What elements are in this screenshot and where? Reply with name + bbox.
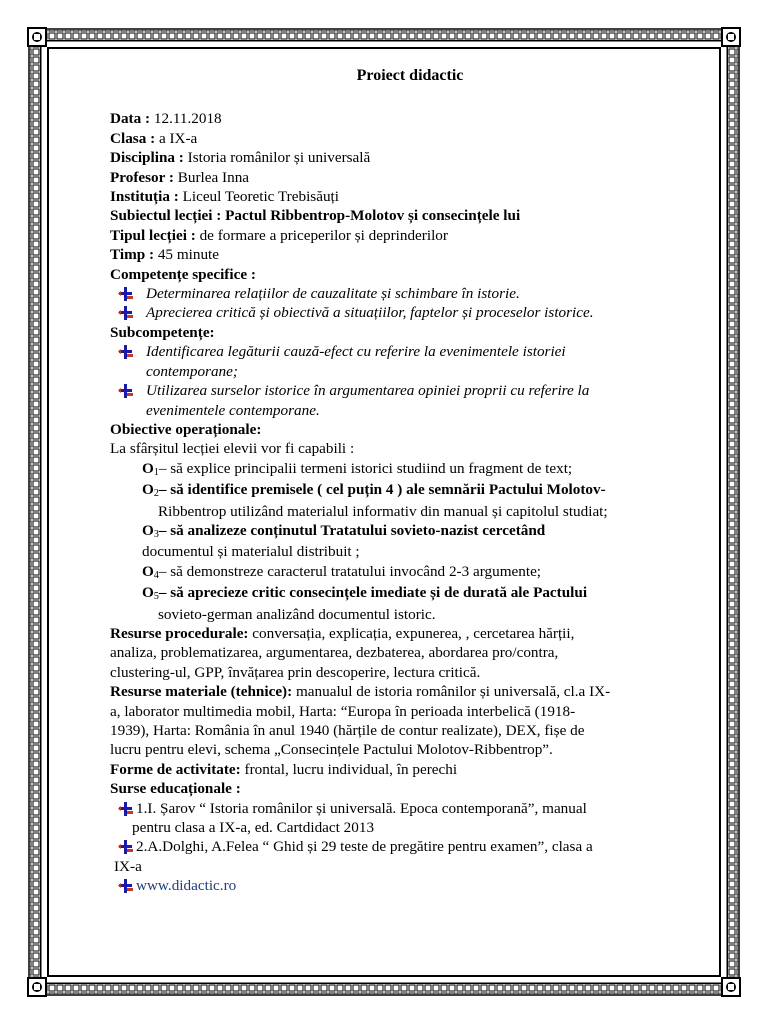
- resurse-materiale: [110, 682, 710, 760]
- obiective-heading: Obiective operaționale:: [110, 420, 262, 438]
- field-value: de formare a priceperilor și deprinderilor: [199, 226, 448, 244]
- field-label: Data :: [110, 110, 151, 128]
- plus-arrow-bullet-icon: [118, 345, 134, 364]
- objective-number: 3: [153, 528, 159, 540]
- competente-heading: Competențe specifice :: [110, 265, 256, 283]
- document-title: Proiect didactic: [356, 67, 464, 84]
- ornamental-corner-icon: [722, 978, 740, 996]
- subcompetente-item: [110, 342, 710, 381]
- text-line: analiza, problematizarea, argumentarea, dezbaterea, abordarea pro/contra,: [110, 644, 559, 662]
- section-label: Resurse procedurale:: [110, 624, 249, 642]
- objective-text: – să analizeze conținutul Tratatului sovieto-nazist cercetând: [158, 521, 546, 539]
- objective-line: [110, 502, 710, 521]
- objective-label: O: [142, 562, 154, 580]
- objective-text: – să identifice premisele ( cel puțin 4 ) ale semnării Pactului Molotov-: [158, 481, 606, 499]
- list-item-text: Utilizarea surselor istorice în argumentarea opiniei proprii cu referire la: [146, 382, 590, 400]
- field-timp: [110, 245, 710, 264]
- objective-item: [110, 459, 710, 480]
- objective-text: – să explice principalii termeni istorici studiind un fragment de text;: [158, 459, 573, 477]
- objective-line: [110, 459, 710, 480]
- field-data: [110, 109, 710, 128]
- field-value: a IX-a: [158, 129, 198, 147]
- text-line: lucru pentru elevi, schema „Consecințele Pactului Molotov-Ribbentrop”.: [110, 741, 553, 759]
- ornamental-corner-icon: [28, 28, 46, 46]
- objective-item: [110, 583, 710, 624]
- field-label: Profesor :: [110, 168, 174, 186]
- objective-line: [110, 562, 710, 583]
- text-line: a, laborator multimedia mobil, Harta: “Europa în perioada interbelică (1918-: [110, 702, 576, 720]
- objective-line: [110, 583, 710, 604]
- list-item-text: contemporane;: [146, 362, 238, 380]
- subcompetente-item: [110, 381, 710, 420]
- field-label: Clasa :: [110, 129, 156, 147]
- field-label: Tipul lecției :: [110, 226, 196, 244]
- field-value: 12.11.2018: [153, 110, 222, 128]
- objective-number: 2: [153, 488, 159, 500]
- surse-list: [110, 799, 710, 877]
- plus-arrow-bullet-icon: [118, 384, 134, 403]
- ornamental-corner-icon: [722, 28, 740, 46]
- field-label: Instituția :: [110, 188, 179, 206]
- objective-line: [110, 480, 710, 501]
- objective-number: 1: [153, 466, 159, 478]
- objective-text: documentul și materialul distribuit ;: [142, 543, 360, 561]
- objective-number: 5: [153, 591, 159, 603]
- source-item: [110, 799, 710, 838]
- field-value: Burlea Inna: [177, 168, 250, 186]
- field-tipul: [110, 226, 710, 245]
- field-value: Istoria românilor și universală: [187, 149, 371, 167]
- list-item-text: evenimentele contemporane.: [146, 401, 320, 419]
- source-text: 2.A.Dolghi, A.Felea “ Ghid și 29 teste de pregătire pentru examen”, clasa a: [136, 838, 593, 856]
- field-label: Disciplina :: [110, 149, 184, 167]
- field-value: 45 minute: [157, 246, 219, 264]
- section-label: Resurse materiale (tehnice):: [110, 683, 293, 701]
- source-text: IX-a: [114, 857, 142, 875]
- text-line: frontal, lucru individual, în perechi: [240, 760, 458, 778]
- source-text: 1.I. Șarov “ Istoria românilor și universală. Epoca contemporană”, manual: [136, 799, 587, 817]
- field-subiectul: Subiectul lecției : Pactul Ribbentrop-Molotov și consecințele lui: [110, 207, 521, 225]
- text-line: manualul de istoria românilor și universală, cl.a IX-: [292, 683, 611, 701]
- competente-item: [110, 303, 710, 322]
- plus-arrow-bullet-icon: [118, 802, 134, 821]
- resurse-procedurale: [110, 624, 710, 682]
- plus-arrow-bullet-icon: [118, 879, 134, 898]
- list-item-text: Determinarea relațiilor de cauzalitate și schimbare în istorie.: [146, 285, 520, 303]
- field-clasa: [110, 129, 710, 148]
- objective-line: [110, 542, 710, 561]
- objective-label: O: [142, 459, 154, 477]
- subcompetente-list: [110, 342, 710, 420]
- plus-arrow-bullet-icon: [118, 840, 134, 859]
- objective-label: O: [142, 584, 154, 602]
- field-label: Timp :: [110, 246, 155, 264]
- surse-heading: Surse educaționale :: [110, 780, 241, 798]
- subcompetente-heading: Subcompetențe:: [110, 323, 215, 341]
- source-link-row: [110, 876, 710, 895]
- text-line: conversația, explicația, expunerea, , cercetarea hărții,: [248, 624, 575, 642]
- field-value: Liceul Teoretic Trebisăuți: [182, 188, 339, 206]
- list-item-text: Aprecierea critică și obiectivă a situațiilor, faptelor și proceselor istorice.: [146, 304, 594, 322]
- objective-text: – să aprecieze critic consecințele imediate și de durată ale Pactului: [158, 584, 588, 602]
- objective-text: – să demonstreze caracterul tratatului invocând 2-3 argumente;: [158, 562, 542, 580]
- source-text: pentru clasa a IX-a, ed. Cartdidact 2013: [132, 819, 375, 837]
- objective-text: sovieto-german analizând documentul istoric.: [158, 605, 436, 623]
- forme-activitate: [110, 760, 710, 779]
- source-item: [110, 837, 710, 876]
- text-line: 1939), Harta: România în anul 1940 (hărțile de contur realizate), DEX, fișe de: [110, 722, 585, 739]
- objective-line: [110, 605, 710, 624]
- objective-line: [110, 521, 710, 542]
- text-line: clustering-ul, GPP, învățarea prin descoperire, lectura critică.: [110, 663, 481, 681]
- obiective-intro: La sfârșitul lecției elevii vor fi capabili :: [110, 440, 355, 458]
- competente-item: [110, 284, 710, 303]
- objective-label: O: [142, 481, 154, 499]
- plus-arrow-bullet-icon: [118, 306, 134, 325]
- competente-list: [110, 284, 710, 323]
- document-body: [110, 66, 710, 896]
- ornamental-corner-icon: [28, 978, 46, 996]
- objective-label: O: [142, 521, 154, 539]
- field-institutia: [110, 187, 710, 206]
- source-link[interactable]: www.didactic.ro: [136, 877, 237, 895]
- objective-number: 4: [153, 569, 159, 581]
- objective-item: [110, 521, 710, 562]
- field-disciplina: [110, 148, 710, 167]
- list-item-text: Identificarea legăturii cauză-efect cu referire la evenimentele istoriei: [146, 343, 566, 361]
- obiective-list: [110, 459, 710, 624]
- objective-item: [110, 562, 710, 583]
- objective-item: [110, 480, 710, 521]
- field-profesor: [110, 168, 710, 187]
- section-label: Forme de activitate:: [110, 760, 241, 778]
- objective-text: Ribbentrop utilizând materialul informativ din manual și capitolul studiat;: [158, 502, 608, 520]
